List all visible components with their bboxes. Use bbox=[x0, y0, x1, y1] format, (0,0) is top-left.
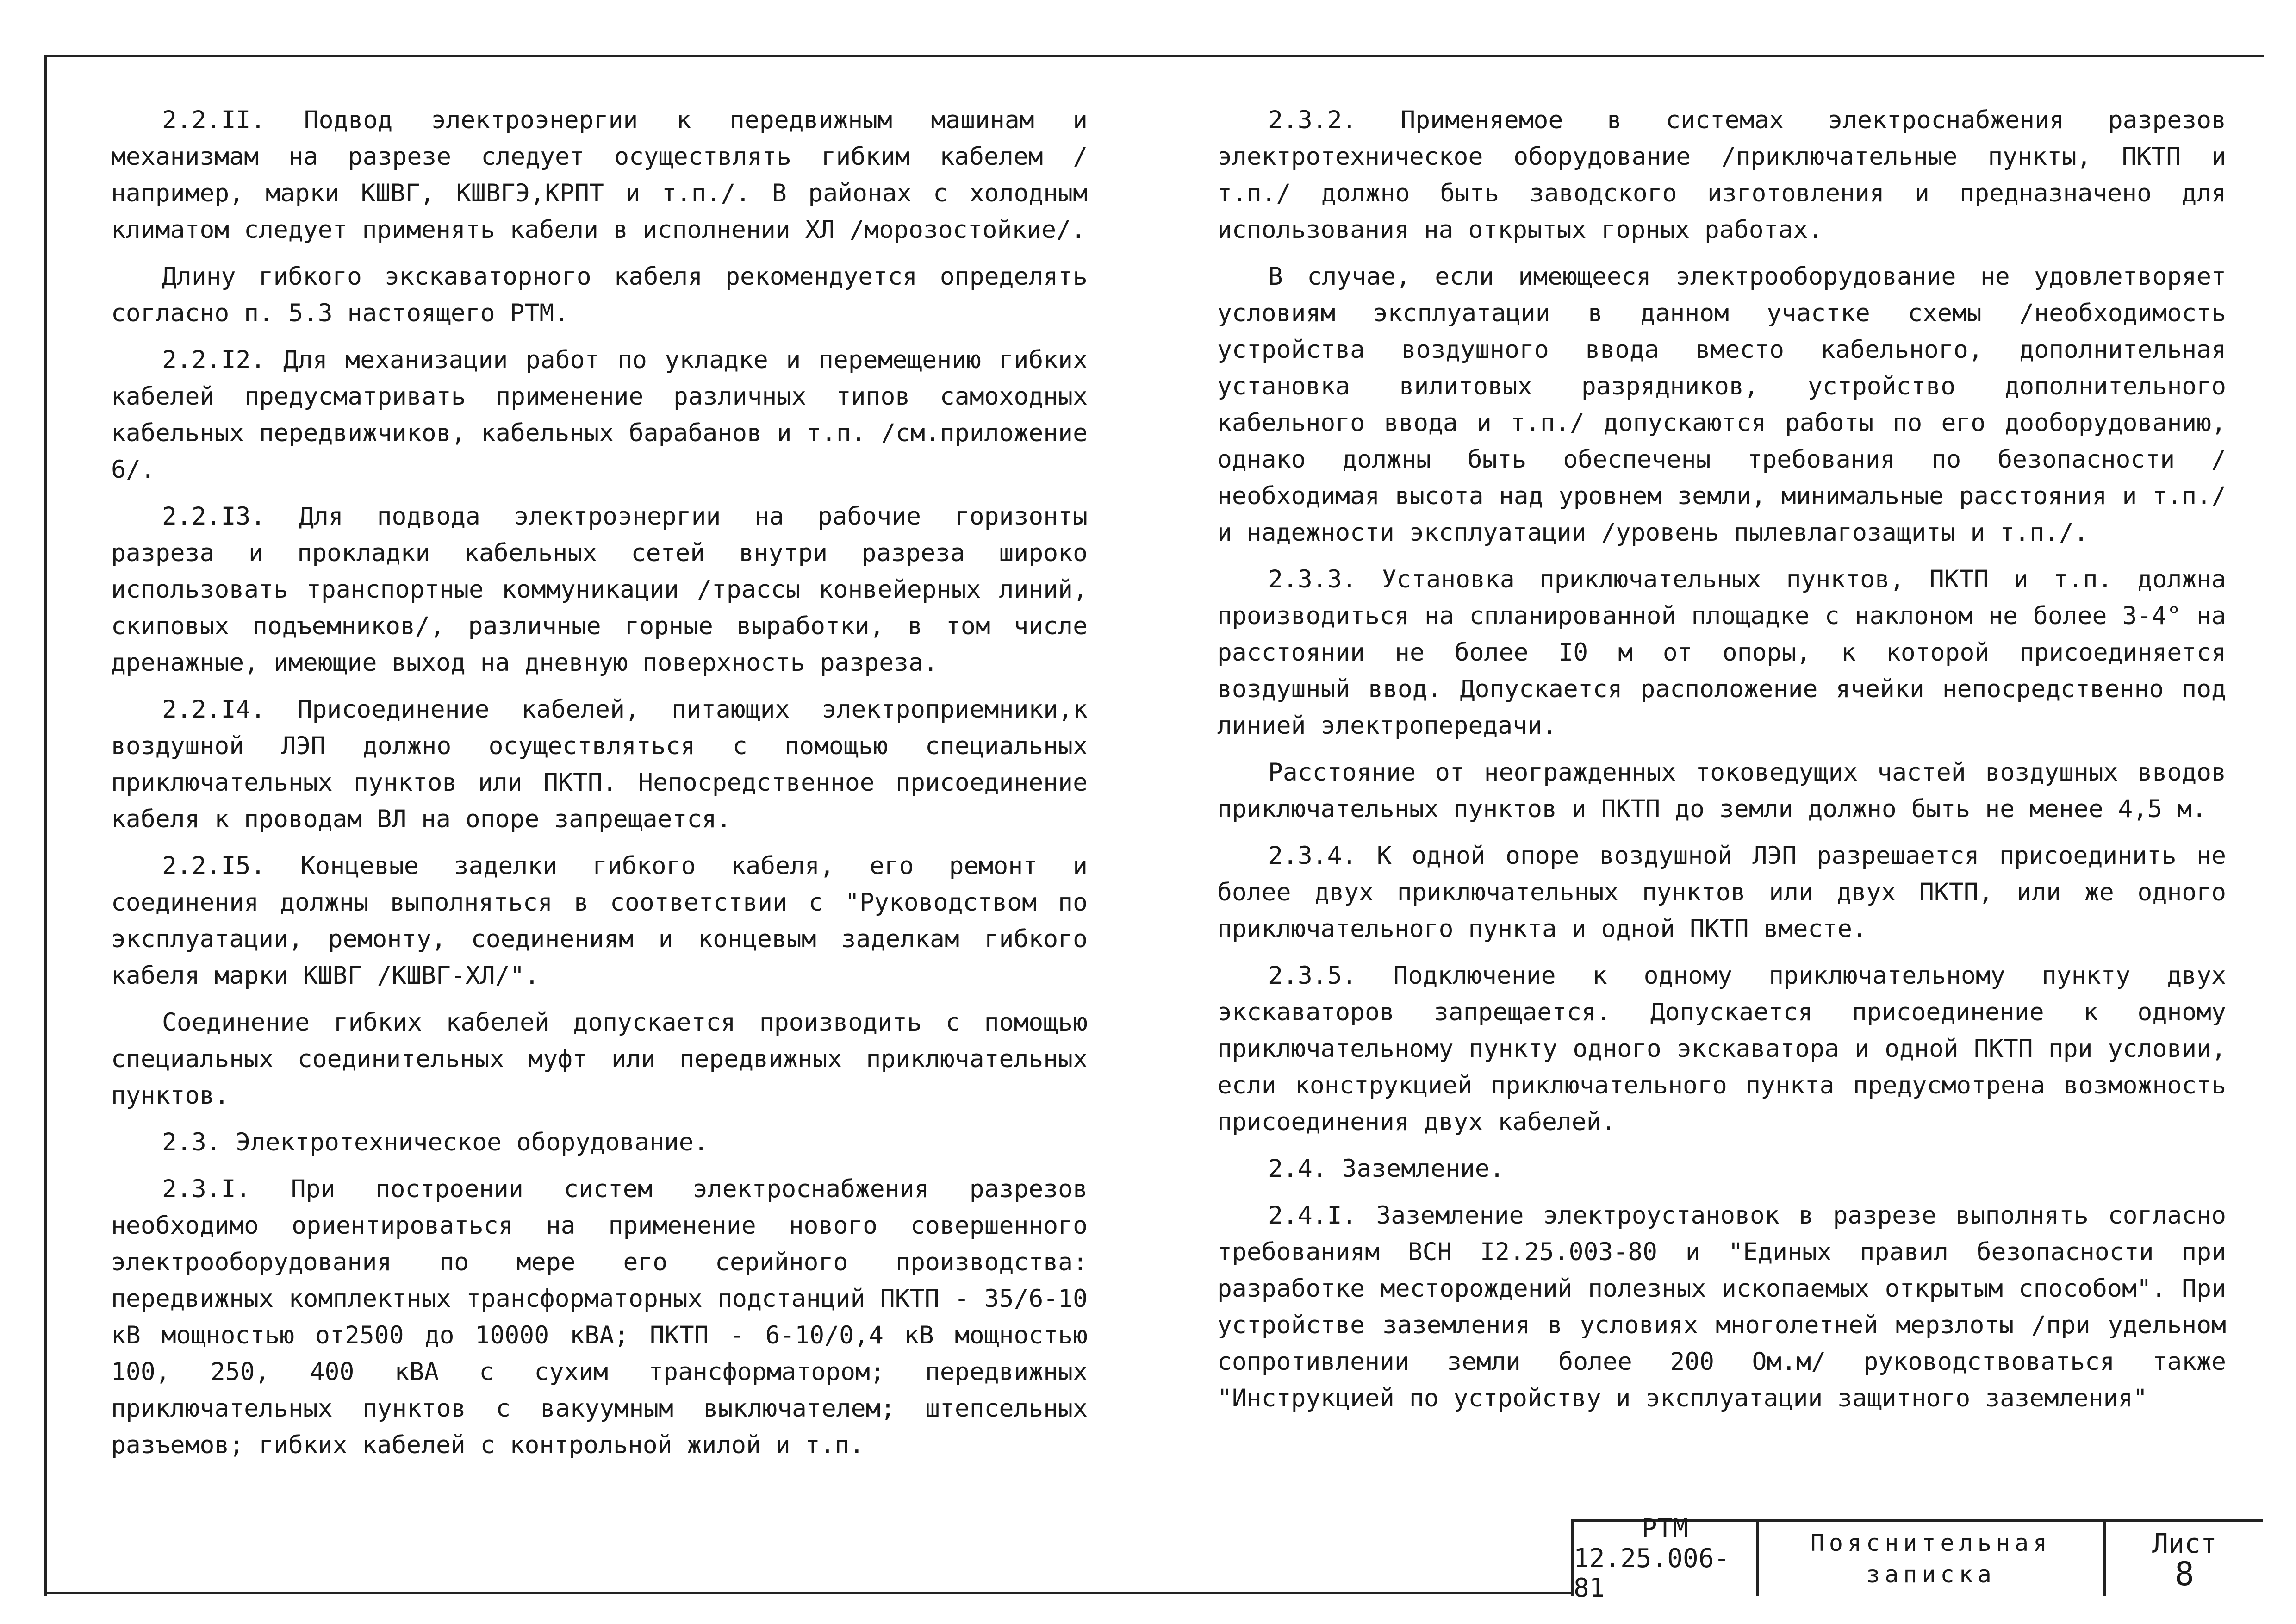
document-name-line1: Пояснительная bbox=[1810, 1530, 2052, 1556]
section-heading-2-3: 2.3. Электротехническое оборудование. bbox=[162, 1128, 709, 1156]
paragraph-2-3-1: 2.3.I. При построении систем электроснабжения разрезов необходимо ориентироваться на применение нового совершенного электрооборудования по мере его серийного производства: передвижных комплектных трансформаторных подстанций ПКТП - 35/6-10 кВ мощностью от2500 до 10000 кВА; ПКТП - 6-10/0,4 кВ мощностью 100, 250, 400 кВА с сухим трансформатором; передвижных приключательных пунктов с вакуумным выключателем; штепсельных разъемов; гибких кабелей с контрольной жилой и т.п. bbox=[111, 1175, 1088, 1459]
paragraph-2-2-12: 2.2.I2. Для механизации работ по укладке и перемещению гибких кабелей предусматривать применение различных типов самоходных кабельных передвижчиков, кабельных барабанов и т.п. /см.приложение 6/. bbox=[111, 346, 1088, 484]
bottom-border bbox=[44, 1592, 1571, 1594]
title-block bbox=[1571, 1514, 2263, 1603]
document-code-prefix: РТМ bbox=[1641, 1514, 1689, 1544]
section-heading-2-4: 2.4. Заземление. bbox=[1268, 1155, 1505, 1183]
right-column bbox=[1217, 102, 2226, 1427]
sheet-number: 8 bbox=[2174, 1555, 2195, 1593]
sheet-cell bbox=[2106, 1522, 2263, 1596]
document-code-number: 12.25.006-81 bbox=[1574, 1543, 1730, 1603]
paragraph-2-3-2: 2.3.2. Применяемое в системах электроснабжения разрезов электротехническое оборудование /приключательные пункты, ПКТП и т.п./ должно быть заводского изготовления и предназначено для использования на открытых горных работах. bbox=[1217, 106, 2226, 244]
paragraph-2-4-1: 2.4.I. Заземление электроустановок в разрезе выполнять согласно требованиям ВСН I2.25.003-80 и "Единых правил безопасности при разработке месторождений полезных ископаемых открытым способом". При устройстве заземления в условиях многолетней мерзлоты /при удельном сопротивлении земли более 200 Ом.м/ руководствоваться также "Инструкцией по устройству и эксплуатации защитного заземления" bbox=[1217, 1201, 2226, 1412]
document-name-cell bbox=[1759, 1522, 2106, 1596]
paragraph-2-2-14: 2.2.I4. Присоединение кабелей, питающих электроприемники,к воздушной ЛЭП должно осуществляться с помощью специальных приключательных пунктов или ПКТП. Непосредственное присоединение кабеля к проводам ВЛ на опоре запрещается. bbox=[111, 695, 1088, 833]
paragraph-2-3-3: 2.3.3. Установка приключательных пунктов, ПКТП и т.п. должна производиться на спланированной площадке с наклоном не более 3-4° на расстоянии не более I0 м от опоры, к которой присоединяется воздушный ввод. Допускается расположение ячейки непосредственно под линией электропередачи. bbox=[1217, 565, 2226, 740]
paragraph-2-3-5: 2.3.5. Подключение к одному приключательному пункту двух экскаваторов запрещается. Допускается присоединение к одному приключательному пункту одного экскаватора и одной ПКТП при условии, если конструкцией приключательного пункта предусмотрена возможность присоединения двух кабелей. bbox=[1217, 962, 2226, 1136]
paragraph-2-3-4: 2.3.4. К одной опоре воздушной ЛЭП разрешается присоединить не более двух приключательных пунктов или двух ПКТП, или же одного приключательного пункта и одной ПКТП вместе. bbox=[1217, 842, 2226, 943]
paragraph-cable-length: Длину гибкого экскаваторного кабеля рекомендуется определять согласно п. 5.3 настоящего РТМ. bbox=[111, 262, 1088, 327]
paragraph-clearance: Расстояние от неогражденных токоведущих частей воздушных вводов приключательных пунктов и ПКТП до земли должно быть не менее 4,5 м. bbox=[1217, 758, 2226, 823]
paragraph-2-2-15: 2.2.I5. Концевые заделки гибкого кабеля, его ремонт и соединения должны выполняться в соответствии с "Руководством по эксплуатации, ремонту, соединениям и концевым заделкам гибкого кабеля марки КШВГ /КШВГ-ХЛ/". bbox=[111, 852, 1088, 990]
paragraph-2-2-13: 2.2.I3. Для подвода электроэнергии на рабочие горизонты разреза и прокладки кабельных сетей внутри разреза широко использовать транспортные коммуникации /трассы конвейерных линий, скиповых подъемников/, различные горные выработки, в том числе дренажные, имеющие выход на дневную поверхность разреза. bbox=[111, 502, 1088, 677]
sheet-label: Лист bbox=[2152, 1528, 2217, 1559]
document-name-line2: записка bbox=[1866, 1561, 1996, 1588]
paragraph-cable-joining: Соединение гибких кабелей допускается производить с помощью специальных соединительных муфт или передвижных приключательных пунктов. bbox=[111, 1008, 1088, 1110]
paragraph-equipment-retrofit: В случае, если имеющееся электрооборудование не удовлетворяет условиям эксплуатации в данном участке схемы /необходимость устройства воздушного ввода вместо кабельного, дополнительная установка вилитовых разрядников, устройство дополнительного кабельного ввода и т.п./ допускаются работы по его дооборудованию, однако должны быть обеспечены требования по безопасности /необходимая высота над уровнем земли, минимальные расстояния и т.п./ и надежности эксплуатации /уровень пылевлагозащиты и т.п./. bbox=[1217, 262, 2226, 547]
left-column bbox=[111, 102, 1088, 1474]
paragraph-2-2-11: 2.2.II. Подвод электроэнергии к передвижным машинам и механизмам на разрезе следует осуществлять гибким кабелем /например, марки КШВГ, КШВГЭ,КРПТ и т.п./. В районах с холодным климатом следует применять кабели в исполнении ХЛ /морозостойкие/. bbox=[111, 106, 1088, 244]
document-code-cell bbox=[1574, 1514, 1759, 1603]
